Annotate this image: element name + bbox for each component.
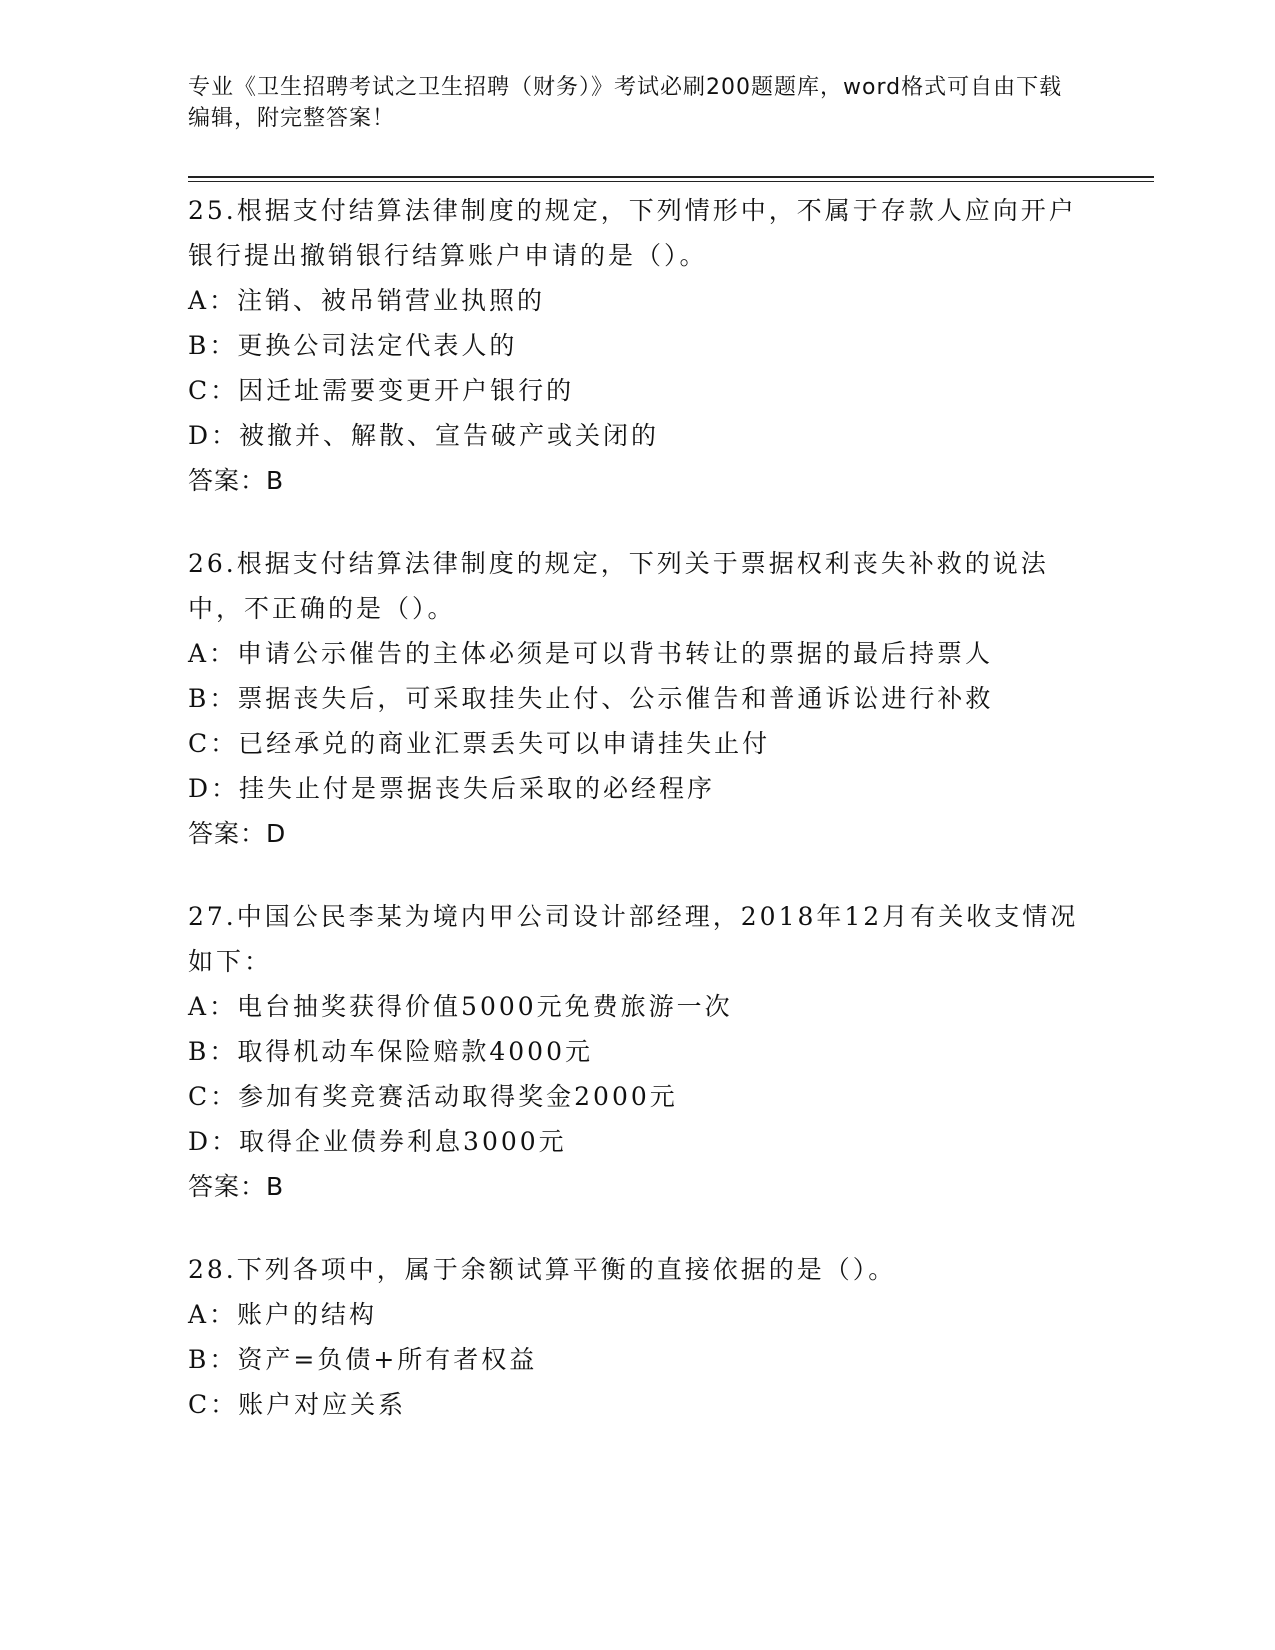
option-c: C：已经承兑的商业汇票丢失可以申请挂失止付	[188, 729, 771, 758]
option-a: A：电台抽奖获得价值5000元免费旅游一次	[188, 992, 733, 1021]
option-d: D：取得企业债券利息3000元	[188, 1127, 567, 1156]
option-c: C：账户对应关系	[188, 1390, 407, 1419]
option-b: B：资产=负债+所有者权益	[188, 1345, 538, 1374]
question-25	[188, 188, 1088, 503]
question-stem: 26.根据支付结算法律制度的规定，下列关于票据权利丧失补救的说法中，不正确的是（）。	[188, 549, 1049, 623]
question-27	[188, 894, 1088, 1209]
question-stem: 25.根据支付结算法律制度的规定，下列情形中，不属于存款人应向开户银行提出撤销银行结算账户申请的是（）。	[188, 196, 1077, 270]
document-header: 专业《卫生招聘考试之卫生招聘（财务）》考试必刷200题题库，word格式可自由下载编辑，附完整答案！	[188, 75, 1063, 131]
question-stem: 28.下列各项中，属于余额试算平衡的直接依据的是（）。	[188, 1255, 897, 1284]
option-a: A：申请公示催告的主体必须是可以背书转让的票据的最后持票人	[188, 639, 994, 668]
option-b: B：取得机动车保险赔款4000元	[188, 1037, 593, 1066]
question-stem: 27.中国公民李某为境内甲公司设计部经理，2018年12月有关收支情况如下：	[188, 902, 1079, 976]
question-28	[188, 1247, 1088, 1427]
option-a: A：账户的结构	[188, 1300, 378, 1329]
answer-line: 答案：D	[188, 819, 287, 848]
option-b: B：票据丧失后，可采取挂失止付、公示催告和普通诉讼进行补救	[188, 684, 994, 713]
option-c: C：因迁址需要变更开户银行的	[188, 376, 575, 405]
option-a: A：注销、被吊销营业执照的	[188, 286, 546, 315]
header-divider-thick	[188, 176, 1154, 178]
answer-line: 答案：B	[188, 1172, 285, 1201]
question-list	[188, 188, 1088, 1465]
header-divider-thin	[188, 181, 1154, 182]
option-d: D：被撤并、解散、宣告破产或关闭的	[188, 421, 660, 450]
option-b: B：更换公司法定代表人的	[188, 331, 518, 360]
option-c: C：参加有奖竞赛活动取得奖金2000元	[188, 1082, 678, 1111]
question-26	[188, 541, 1088, 856]
answer-line: 答案：B	[188, 466, 285, 495]
option-d: D：挂失止付是票据丧失后采取的必经程序	[188, 774, 716, 803]
